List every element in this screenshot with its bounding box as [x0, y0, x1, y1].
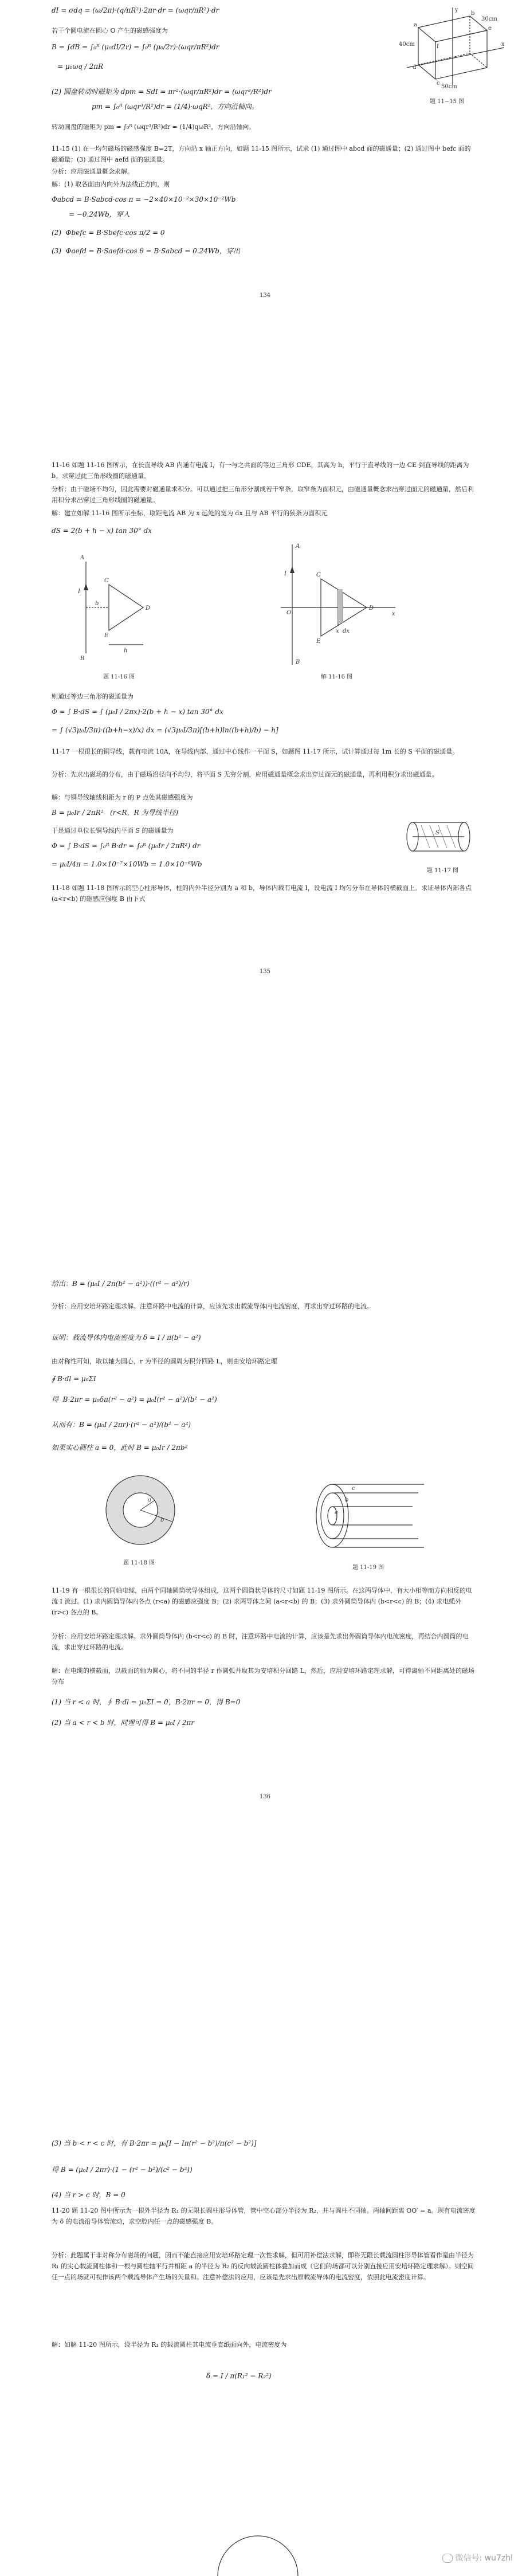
svg-text:S: S	[435, 830, 439, 836]
solution-text: 解：与铜导线轴线相距为 r 的 P 点处其磁感强度为	[52, 794, 193, 801]
equation-phi-befc: (2) Φbefc = B·Sbefc·cos π/2 = 0	[52, 229, 165, 237]
svg-text:a: a	[148, 1497, 151, 1503]
svg-text:I: I	[284, 571, 286, 577]
page-number: 136	[259, 1794, 271, 1800]
text-line: 于是通过单位长铜导线内平面 S 的磁通量为	[52, 827, 174, 834]
equation-phi-17a: Φ = ∫ B·dS = ∫₀ᴿ B·dr = ∫₀ᴿ (μ₀Ir / 2πR²) dr	[52, 842, 201, 850]
svg-text:B: B	[296, 659, 300, 665]
figure-11-18	[97, 1467, 183, 1553]
svg-text:a: a	[414, 22, 417, 28]
wechat-watermark	[442, 2552, 513, 2563]
svg-text:f: f	[437, 44, 439, 50]
equation-di: dI = σdq = (ω/2π)·(q/πR²)·2πr·dr = (ωqr/πR²)·dr	[52, 6, 219, 14]
equation-current-density: 证明：载流导体内电流密度为 δ = I / π(b² − a²)	[52, 1334, 201, 1342]
analysis-text: 分析：此题属于非对称分布磁场的问题，因而不能直接应用安培环路定理一次性求解，但可用补偿法求解，即将无限长载流圆柱形导体管看作是由半径为 R₁ 的实心载流圆柱体和一根与圆柱轴平行并相距 a 的半径为 R₂ 的反向载流圆柱体叠加而成（它们的场都可以分别直接应用安培环路定理求解）。则空间任一点的场就可视作该两个载流导体产生场的矢量和。注意补偿法的应用，应该是先求出原载流导体的电流密度，依照此电流密度计算。	[52, 2252, 474, 2281]
svg-text:e: e	[488, 25, 492, 32]
equation-b-17: B = μ₀Ir / 2πR² (r<R，R 为导线半径)	[52, 809, 179, 817]
svg-text:A: A	[80, 555, 85, 561]
svg-text:C: C	[104, 578, 109, 584]
problem-11-19: 11-19 有一根很长的同轴电缆，由两个同轴圆筒状导体组成，这两个圆筒状导体的尺寸如题 11-19 图所示。在这两导体中，有大小相等而方向相反的电流 I 流过。(1) 求内圆筒导体内各点 (r<a) 的磁感应强度 B；(2) 求两导体之间 (a<r<b) 的 B；(3) 求外圆筒导体内 (b<r<c) 的 B；(4) 求电缆外 (r>c) 各点的 B。	[52, 1587, 472, 1616]
equation-pm: pm = ∫₀ᴿ (ωqr³/R²)dr = (1/4)·ωqR², 方向沿轴向。	[92, 103, 258, 111]
analysis-text: 分析：先求出磁场的分布，由于磁场沿径向不均匀，将平面 S 无穷分割，应用磁通量概念求出穿过面元的磁通量，再利用积分求出磁通量。	[52, 771, 438, 778]
svg-text:x: x	[336, 628, 339, 634]
solution-text: 解：(1) 取各面由内向外为法线正方向，则	[52, 181, 170, 188]
svg-text:40cm: 40cm	[399, 41, 415, 48]
svg-text:b: b	[160, 1517, 164, 1523]
text-line: 若干个圆电流在圆心 O 产生的磁感强度为	[52, 27, 168, 34]
problem-11-16: 11-16 如题 11-16 图所示，在长直导线 AB 内通有电流 I，有一与之共面的等边三角形 CDE，其高为 h，平行于直导线的一边 CE 到直导线的距离为 b。求穿过此三角形线圈的磁通量。	[52, 461, 469, 480]
equation-ampere: ∮ B·dl = μ₀ΣI	[52, 1375, 96, 1383]
equation-19b: (2) 当 a < r < b 时，同理可得 B = μ₀I / 2πr	[52, 1719, 194, 1727]
equation-phi-16a: Φ = ∫ B·dS = ∫ (μ₀I / 2πx)·2(b + h − x) tan 30° dx	[52, 708, 223, 716]
svg-text:a: a	[335, 1509, 338, 1516]
text-line: 则通过等边三角形的磁通量为	[52, 693, 134, 700]
equation-ampere-apply: 得 B·2πr = μ₀δπ(r² − a²) = μ₀I(r² − a²)/(b² − a²)	[52, 1395, 217, 1403]
page-number: 134	[259, 292, 271, 299]
figure-11-16	[69, 550, 183, 665]
svg-text:C: C	[316, 572, 321, 578]
equation-dpm: (2) 圆盘转动时磁矩为 dpm = SdI = πr²·(ωqr/πR²)dr = (ωqr³/R²)dr	[52, 88, 272, 96]
equation-19c: (3) 当 b < r < c 时，有 B·2πr = μ₀[I − Iπ(r² − b²)/π(c² − b²)]	[52, 2139, 257, 2147]
page-136	[0, 1244, 530, 2109]
svg-text:dx: dx	[343, 628, 350, 634]
solution-figure-11-16	[275, 539, 401, 671]
page-135	[0, 424, 530, 1244]
svg-text:D: D	[146, 605, 151, 611]
equation-solid: 如果实心圆柱 a = 0，此时 B = μ₀Ir / 2πb²	[52, 1444, 188, 1452]
problem-11-18: 11-18 如题 11-18 图所示的空心柱形导体，柱的内外半径分别为 a 和 b，导体内载有电流 I，设电流 I 均匀分布在导体的横截面上。求证导体内部各点 (a<r<b) 的磁感应强度 B 由下式	[52, 884, 472, 903]
text-line: 转动圆盘的磁矩为 pm = ∫₀ᴿ (ωqr³/R²)dr = (1/4)qωR²，方向沿轴向。	[52, 123, 256, 131]
svg-text:c: c	[437, 80, 440, 87]
figure-caption: 解 11-16 图	[321, 674, 353, 680]
figure-caption: 题 11-19 图	[352, 1565, 384, 1571]
figure-11-17	[401, 814, 481, 860]
equation-phi-aefd: (3) Φaefd = B·Saefd·cos θ = B·Sabcd = 0.24Wb，穿出	[52, 247, 240, 255]
figure-11-19	[298, 1473, 435, 1559]
svg-text:b: b	[471, 10, 475, 17]
page-137	[0, 2109, 530, 2576]
analysis-text: 分析：由于磁场不均匀，因此需要对磁通量求积分。可以通过把三角形分割成若干窄条，取窄条为面积元，由磁通量概念求出穿过面元的磁通量，然后利用积分求出穿过三角形线圈的磁通量。	[52, 485, 474, 504]
figure-caption: 题 11−15 图	[430, 99, 465, 105]
svg-text:50cm: 50cm	[441, 84, 457, 90]
equation-phi-abcd-value: = −0.24Wb，穿入	[69, 210, 130, 218]
page-134	[0, 0, 530, 424]
svg-text:b: b	[345, 1497, 349, 1503]
analysis-text: 分析：应用安培环路定理求解。求外圆筒导体内 (b<r<c) 的 B 时，注意环路中电流的计算，应该是先求出外圆筒导体内电流密度，再结合内圆筒的电流，求出穿过环路的电流。	[52, 1633, 469, 1651]
text-line: 由对称性可知，取以轴为圆心，r 为半径的圆周为积分回路 L，则由安培环路定理	[52, 1358, 277, 1365]
figure-caption: 题 11-17 图	[427, 868, 459, 874]
analysis-text: 分析：应用磁通量概念求解。	[52, 168, 134, 175]
svg-text:D: D	[369, 605, 374, 611]
equation-phi-abcd: Φabcd = B·Sabcd·cos π = −2×40×10⁻²×30×10⁻²Wb	[52, 195, 236, 203]
svg-text:x: x	[392, 611, 395, 617]
svg-text:c: c	[352, 1485, 355, 1492]
problem-11-20: 11-20 题 11-20 图中所示为一根外半径为 R₁ 的无限长圆柱形导体管，管中空心部分半径为 R₂，并与圆柱不同轴。两轴间距离 OO′ = a。现有电流密度为 δ 的电流沿导体管流动，求空腔内任一点的磁感强度 B。	[52, 2207, 476, 2225]
equation-19d: (4) 当 r > c 时，B = 0	[52, 2191, 125, 2199]
equation-given: 给出：B = (μ₀I / 2π(b² − a²))·((r² − a²)/r)	[52, 1280, 190, 1288]
analysis-text: 分析：应用安培环路定理求解。注意环路中电流的计算，应该先求出载流导体内电流密度，再求出穿过环路的电流。	[52, 1303, 373, 1310]
svg-text:b: b	[95, 601, 99, 607]
svg-text:30cm: 30cm	[481, 16, 497, 22]
svg-text:x: x	[501, 41, 505, 48]
wechat-icon	[442, 2554, 453, 2563]
equation-phi-16b: = ∫ (√3μ₀I/3π)·((b+h−x)/x) dx = (√3μ₀I/3π)[(b+h)ln((b+h)/b) − h]	[52, 726, 278, 734]
solution-text: 解：如解 11-20 图所示，设半径为 R₁ 的载流圆柱其电流垂直纸面向外，电流密度为	[52, 2341, 287, 2348]
equation-ds: dS = 2(b + h − x) tan 30° dx	[52, 527, 152, 535]
solution-text: 解：在电缆的横截面，以截面的轴为圆心，将不同的半径 r 作圆弧并取其为安培积分回路 L，然后，应用安培环路定理求解，可得离轴不同距离处的磁场分布	[52, 1667, 475, 1685]
equation-19a: (1) 当 r < a 时，∮ B·dl = μ₀ΣI = 0，B·2πr = 0，得 B=0	[52, 1698, 241, 1706]
svg-text:B: B	[80, 656, 85, 662]
equation-b-integral: B = ∫dB = ∫₀ᴿ (μ₀dI/2r) = ∫₀ᴿ (μ₀/2r)·(ωqr/πR²)dr	[52, 43, 219, 51]
svg-text:E: E	[316, 638, 321, 645]
problem-11-15: 11-15 (1) 在一均匀磁场的磁感强度 B=2T，方向沿 x 轴正方向，如题 11-15 图所示，试求 (1) 通过图中 abcd 面的磁通量；(2) 通过图中 befc 面的磁通量；(3) 通过图中 aefd 面的磁通量。	[52, 145, 471, 163]
figure-11-15	[395, 5, 510, 91]
watermark-text: 微信号: wu7zhl	[455, 2554, 513, 2563]
solution-text: 解：建立如解 11-16 图所示坐标，取距电流 AB 为 x 远处的宽为 dx 且与 AB 平行的狭条为面积元	[52, 509, 328, 517]
equation-result: 从而有：B = (μ₀I / 2πr)·(r² − a²)/(b² − a²)	[52, 1421, 191, 1429]
svg-text:y: y	[455, 7, 458, 13]
figure-11-20-partial	[212, 2527, 304, 2576]
problem-11-17: 11-17 一根很长的铜导线，载有电流 10A，在导线内部，通过中心线作一平面 S，如题图 11-17 所示，试计算通过每 1m 长的 S 平面的磁通量。	[52, 748, 459, 755]
page-number: 135	[259, 969, 271, 975]
equation-b-result: = μ₀ωq / 2πR	[57, 62, 104, 70]
svg-text:I: I	[78, 589, 80, 595]
svg-text:h: h	[124, 648, 128, 654]
figure-caption: 题 11-16 图	[103, 674, 135, 680]
svg-text:O: O	[286, 610, 292, 616]
svg-text:A: A	[296, 543, 300, 550]
svg-text:E: E	[104, 633, 109, 639]
figure-caption: 题 11-18 图	[123, 1560, 155, 1566]
equation-19c-result: 得 B = (μ₀I / 2πr)·(1 − (r² − b²)/(c² − b²))	[52, 2166, 193, 2174]
equation-phi-17b: = μ₀I/4π = 1.0×10⁻⁷×10Wb = 1.0×10⁻⁶Wb	[52, 860, 202, 868]
svg-text:d: d	[413, 64, 417, 70]
equation-delta: δ = I / π(R₁² − R₂²)	[206, 2372, 272, 2380]
